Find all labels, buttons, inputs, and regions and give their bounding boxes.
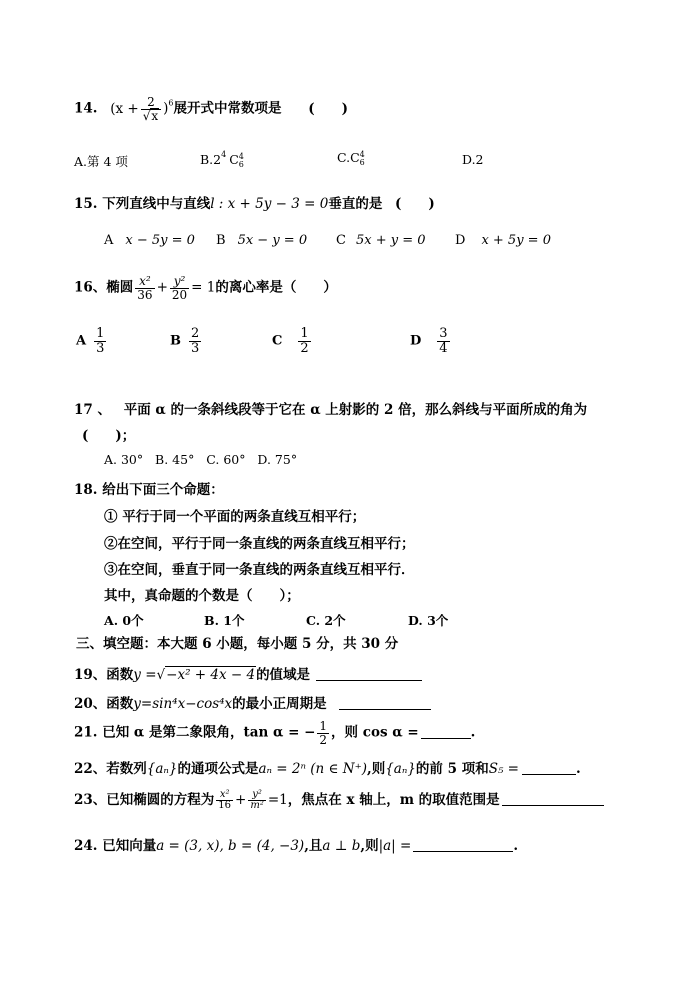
option-b: $B.2^4$ C 4 6 [200, 150, 244, 169]
question-text: 函数 [106, 667, 134, 683]
question-21: 21. 已知 α 是第二象限角，tan α = − $\frac{1}{2}$ ，则 cos α = . [74, 719, 476, 747]
answer-paren: ( )； [82, 428, 136, 444]
question-text: 已知 α 是第二象限角，tan α = − [102, 724, 316, 741]
question-22: 22、若数列{aₙ}的通项公式是aₙ = 2ⁿ (n ∈ N⁺),则{aₙ}的前 5 项和S₅ = . [74, 761, 581, 777]
answer-blank[interactable] [339, 697, 431, 710]
equals: = 1 [191, 279, 216, 296]
option-a: A x − 5y = 0 [104, 233, 195, 248]
question-number: 22、 [74, 761, 107, 777]
answer-blank[interactable] [316, 668, 422, 681]
question-text: 给出下面三个命题： [102, 482, 224, 498]
sum-s5: S₅ = [488, 761, 519, 777]
radicand: −x² + 4x − 4 [166, 667, 256, 683]
question-number: 23、 [74, 792, 107, 808]
question-15 [74, 192, 435, 212]
question-14 [74, 96, 348, 122]
question-number: 17 、 [74, 402, 111, 418]
proposition-3: ③在空间，垂直于同一条直线的两条直线互相平行． [104, 562, 415, 578]
question-18 [74, 478, 224, 498]
fraction: $\frac{2}{√x}$ [141, 96, 161, 122]
exponent: 6 [168, 98, 174, 108]
question-text: 平面 α 的一条斜线段等于它在 α 上射影的 2 倍，那么斜线与平面所成的角为 [123, 402, 588, 418]
question-16 [74, 275, 337, 301]
expression: (x + [110, 100, 139, 117]
question-20 [74, 692, 431, 712]
option-d: D.2 [462, 152, 484, 167]
option-c: C 5x + y = 0 [336, 233, 426, 248]
question-number: 24. [74, 838, 98, 854]
question-text: 椭圆 [106, 279, 134, 296]
perpendicular: a ⊥ b [322, 838, 361, 854]
fraction-x: $\frac{\text{x²}}{36}$ [137, 274, 153, 302]
question-number: 16、 [74, 279, 107, 296]
sequence: {aₙ} [385, 761, 416, 777]
question-number: 21. [74, 724, 98, 741]
line-equation: l : x + 5y − 3 = 0 [210, 196, 329, 212]
question-tail: 垂直的是 [328, 196, 383, 212]
expression: y=sin⁴x−cos⁴x [133, 696, 233, 712]
section-heading: 三、填空题：本大题 6 小题，每小题 5 分，共 30 分 [76, 636, 399, 652]
question-number: 20、 [74, 696, 107, 712]
question-text: 已知椭圆的方程为 [106, 792, 215, 808]
question-ask: 其中，真命题的个数是（ ）； [104, 588, 300, 604]
equals: =1 [267, 792, 288, 808]
question-17 [74, 398, 587, 418]
magnitude: |a| = [378, 838, 412, 854]
question-tail: 的离心率是（ ） [215, 279, 337, 296]
option-d: D x + 5y = 0 [455, 233, 551, 248]
option-b: B 5x − y = 0 [216, 233, 308, 248]
proposition-2: ②在空间，平行于同一条直线的两条直线互相平行； [104, 536, 415, 552]
question-text: 若数列 [106, 761, 147, 777]
option-c: C $\frac{1}{2}$ [272, 326, 309, 356]
fraction-x: $\frac{\text{x²}}{16}$ [218, 788, 232, 811]
question-tail: 的最小正周期是 [232, 696, 327, 712]
option-b: B $\frac{2}{3}$ [170, 326, 200, 356]
option-c: C. 2个 [306, 613, 346, 628]
answer-blank[interactable] [413, 839, 513, 852]
option-d: D $\frac{3}{4}$ [410, 326, 448, 356]
fraction: $\frac{1}{2}$ [319, 719, 328, 747]
option-c: C.C 4 6 [337, 150, 365, 167]
question-23: 23、已知椭圆的方程为 $\frac{\text{x²}}{16}$ + $\frac{\text{y²}}{\text{m²}}$ =1，焦点在 x 轴上，m 的取值范围是 [74, 788, 604, 812]
question-tail: ，焦点在 x 轴上，m 的取值范围是 [287, 792, 500, 808]
question-24: 24. 已知向量a = (3, x), b = (4, −3),且a ⊥ b,则|a| = . [74, 838, 519, 854]
vectors: a = (3, x), b = (4, −3) [156, 838, 305, 854]
answer-paren: ( ) [395, 196, 435, 212]
formula: aₙ = 2ⁿ (n ∈ N⁺) [258, 761, 368, 777]
fraction-y: $\frac{\text{y²}}{\text{m²}}$ [250, 788, 264, 811]
expression: y = [133, 667, 157, 683]
question-number: 15. [74, 196, 98, 212]
answer-blank[interactable] [502, 793, 604, 806]
question-number: 18. [74, 482, 98, 498]
question-tail: 的值域是 [256, 667, 311, 683]
expression-close: ) [163, 100, 169, 117]
option-b: B. 1个 [204, 613, 245, 628]
question-text: 已知向量 [102, 838, 157, 854]
question-tail: 的前 5 项和 [415, 761, 489, 777]
option-a: A. 0个 [104, 613, 144, 628]
option-d: D. 3个 [408, 613, 449, 628]
option-a: A.第 4 项 [74, 154, 128, 169]
question-number: 14. [74, 100, 98, 117]
question-number: 19、 [74, 667, 107, 683]
answer-paren: ( ) [308, 100, 348, 117]
question-text: 展开式中常数项是 [173, 100, 282, 117]
question-19: 19、函数y =√−x² + 4x − 4的值域是 [74, 663, 422, 683]
option-a: A $\frac{1}{3}$ [76, 326, 105, 356]
options-row: A. 30° B. 45° C. 60° D. 75° [104, 452, 298, 467]
plus: + [156, 279, 168, 296]
sequence: {aₙ} [146, 761, 178, 777]
fraction-y: $\frac{\text{y²}}{20}$ [171, 274, 188, 302]
question-text: 函数 [106, 696, 134, 712]
question-tail: ，则 cos α = [331, 724, 419, 741]
answer-blank[interactable] [522, 762, 576, 775]
question-mid: 的通项公式是 [177, 761, 259, 777]
proposition-1: ① 平行于同一个平面的两条直线互相平行； [104, 509, 366, 525]
answer-blank[interactable] [421, 726, 471, 739]
question-text: 下列直线中与直线 [102, 196, 211, 212]
